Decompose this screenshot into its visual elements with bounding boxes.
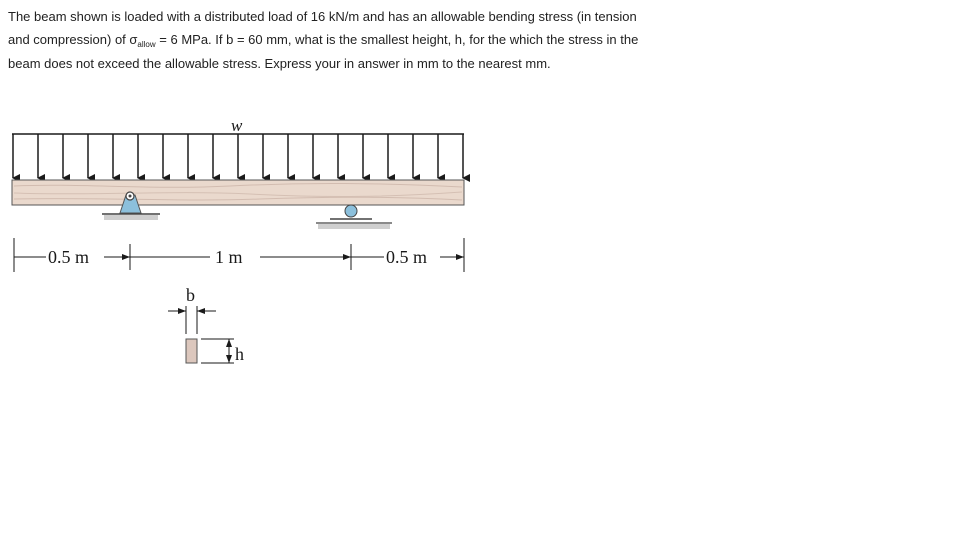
section-label-b: b: [186, 285, 195, 305]
sigma-subscript: allow: [137, 39, 156, 49]
problem-text-part1: The beam shown is loaded with a distributed load of 16 kN/m and has an allowable bending stress (in tension and compression) of σ: [8, 9, 637, 47]
distributed-load: [12, 134, 464, 178]
dim-label-middle: 1 m: [215, 247, 243, 267]
load-arrows: [13, 134, 463, 178]
problem-text-part2: = 6 MPa. If b = 60 mm, what is the smallest height, h, for the which the stress in the beam does not exceed the allowable stress. Express your in answer in mm to the nearest mm.: [8, 31, 639, 71]
cross-section: [168, 306, 234, 363]
beam: [12, 180, 464, 205]
load-label: w: [231, 116, 243, 135]
roller-support: [316, 205, 392, 229]
section-label-h: h: [235, 344, 244, 364]
dim-label-left: 0.5 m: [48, 247, 90, 267]
dim-label-right: 0.5 m: [386, 247, 428, 267]
